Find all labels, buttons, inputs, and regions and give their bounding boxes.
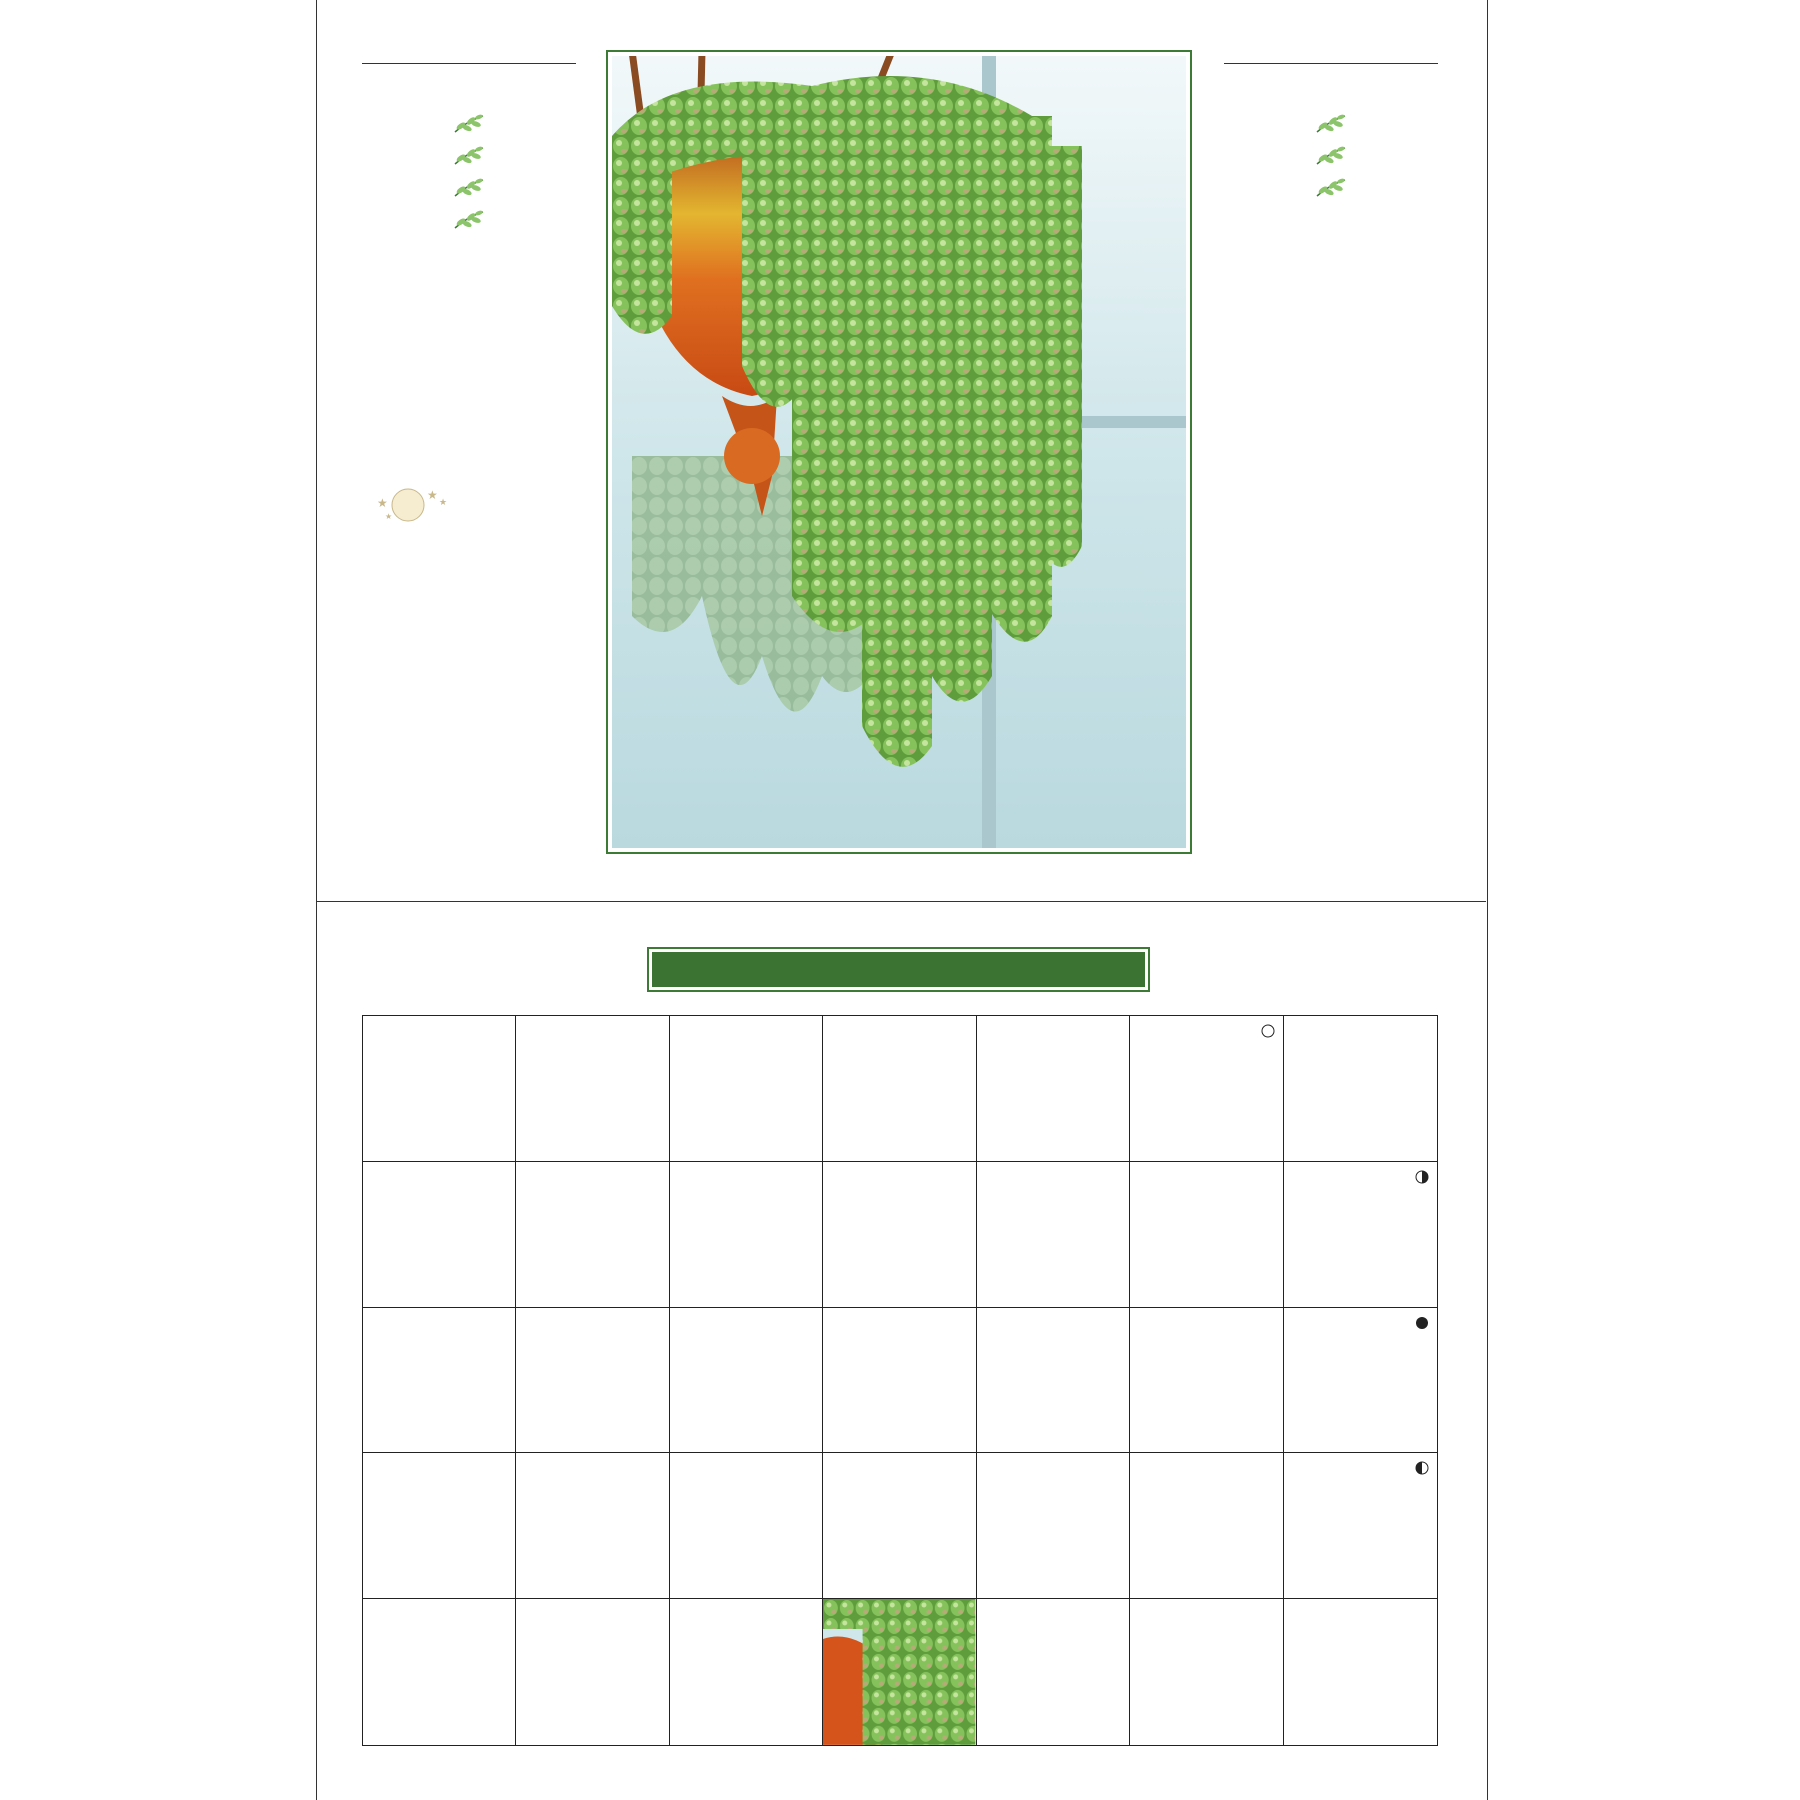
sprig-ornament-icon [1314, 112, 1348, 136]
sprig-ornament-icon [452, 112, 486, 136]
day-cell [516, 1453, 669, 1599]
svg-text:★: ★ [427, 488, 438, 502]
day-cell [516, 1162, 669, 1308]
day-cell [1130, 1162, 1283, 1308]
day-cell [977, 1308, 1130, 1454]
day-cell [363, 1599, 516, 1745]
moon-phase [1415, 1316, 1429, 1332]
month-title [652, 952, 1145, 987]
sprig-ornament-icon [1314, 176, 1348, 200]
day-cell [363, 1016, 516, 1162]
day-cell [363, 1308, 516, 1454]
day-cell [977, 1453, 1130, 1599]
succulent-pot-illustration [612, 56, 1186, 848]
moon-phase [1415, 1461, 1429, 1477]
full-moon-stars-icon [375, 485, 447, 525]
first-month-header [362, 60, 576, 64]
mini-calendar-february [1130, 1599, 1283, 1745]
last-quarter-moon-icon [1415, 1170, 1429, 1184]
day-cell [516, 1308, 669, 1454]
svg-text:★: ★ [385, 512, 393, 521]
svg-text:★: ★ [439, 498, 447, 508]
mini-calendar [1130, 1611, 1282, 1615]
left-entries-column [362, 104, 576, 240]
day-cell [670, 1308, 823, 1454]
month-grid [362, 1015, 1438, 1746]
sprig-ornament-icon [452, 144, 486, 168]
day-cell [823, 1162, 976, 1308]
day-cell [1130, 1453, 1283, 1599]
day-cell [516, 1599, 669, 1745]
first-quarter-moon-icon [1415, 1461, 1429, 1475]
sprig-ornament-icon [452, 208, 486, 232]
day-cell [977, 1016, 1130, 1162]
day-cell [823, 1308, 976, 1454]
day-cell [1284, 1308, 1437, 1454]
day-cell [977, 1162, 1130, 1308]
day-cell [670, 1016, 823, 1162]
day-cell [823, 1453, 976, 1599]
svg-text:★: ★ [377, 496, 388, 510]
day-cell [1284, 1162, 1437, 1308]
mini-calendar-december [977, 1599, 1130, 1745]
day-cell [1130, 1016, 1283, 1162]
new-moon-icon [1415, 1316, 1429, 1330]
day-cell [823, 1016, 976, 1162]
full-moon-icon [1261, 1024, 1275, 1038]
succulent-detail-illustration [823, 1599, 975, 1745]
day-cell [670, 1162, 823, 1308]
sprig-ornament-icon [452, 176, 486, 200]
sprig-ornament-icon [1314, 144, 1348, 168]
day-cell [1284, 1016, 1437, 1162]
day-cell [1130, 1308, 1283, 1454]
moon-phase [1415, 1170, 1429, 1186]
moon-phase [1261, 1024, 1275, 1040]
mini-calendar [977, 1611, 1129, 1615]
day-cell [363, 1162, 516, 1308]
day-cell [516, 1016, 669, 1162]
right-entries-column [1224, 104, 1438, 208]
hanging-plant-illustration [606, 50, 1192, 854]
day-cell [1284, 1453, 1437, 1599]
days-count-header [1224, 60, 1438, 64]
day-cell [363, 1453, 516, 1599]
month-banner [647, 947, 1150, 992]
day-cell [670, 1453, 823, 1599]
illustration-cell [823, 1599, 976, 1745]
day-cell [670, 1599, 823, 1745]
fold-line [316, 901, 1486, 902]
